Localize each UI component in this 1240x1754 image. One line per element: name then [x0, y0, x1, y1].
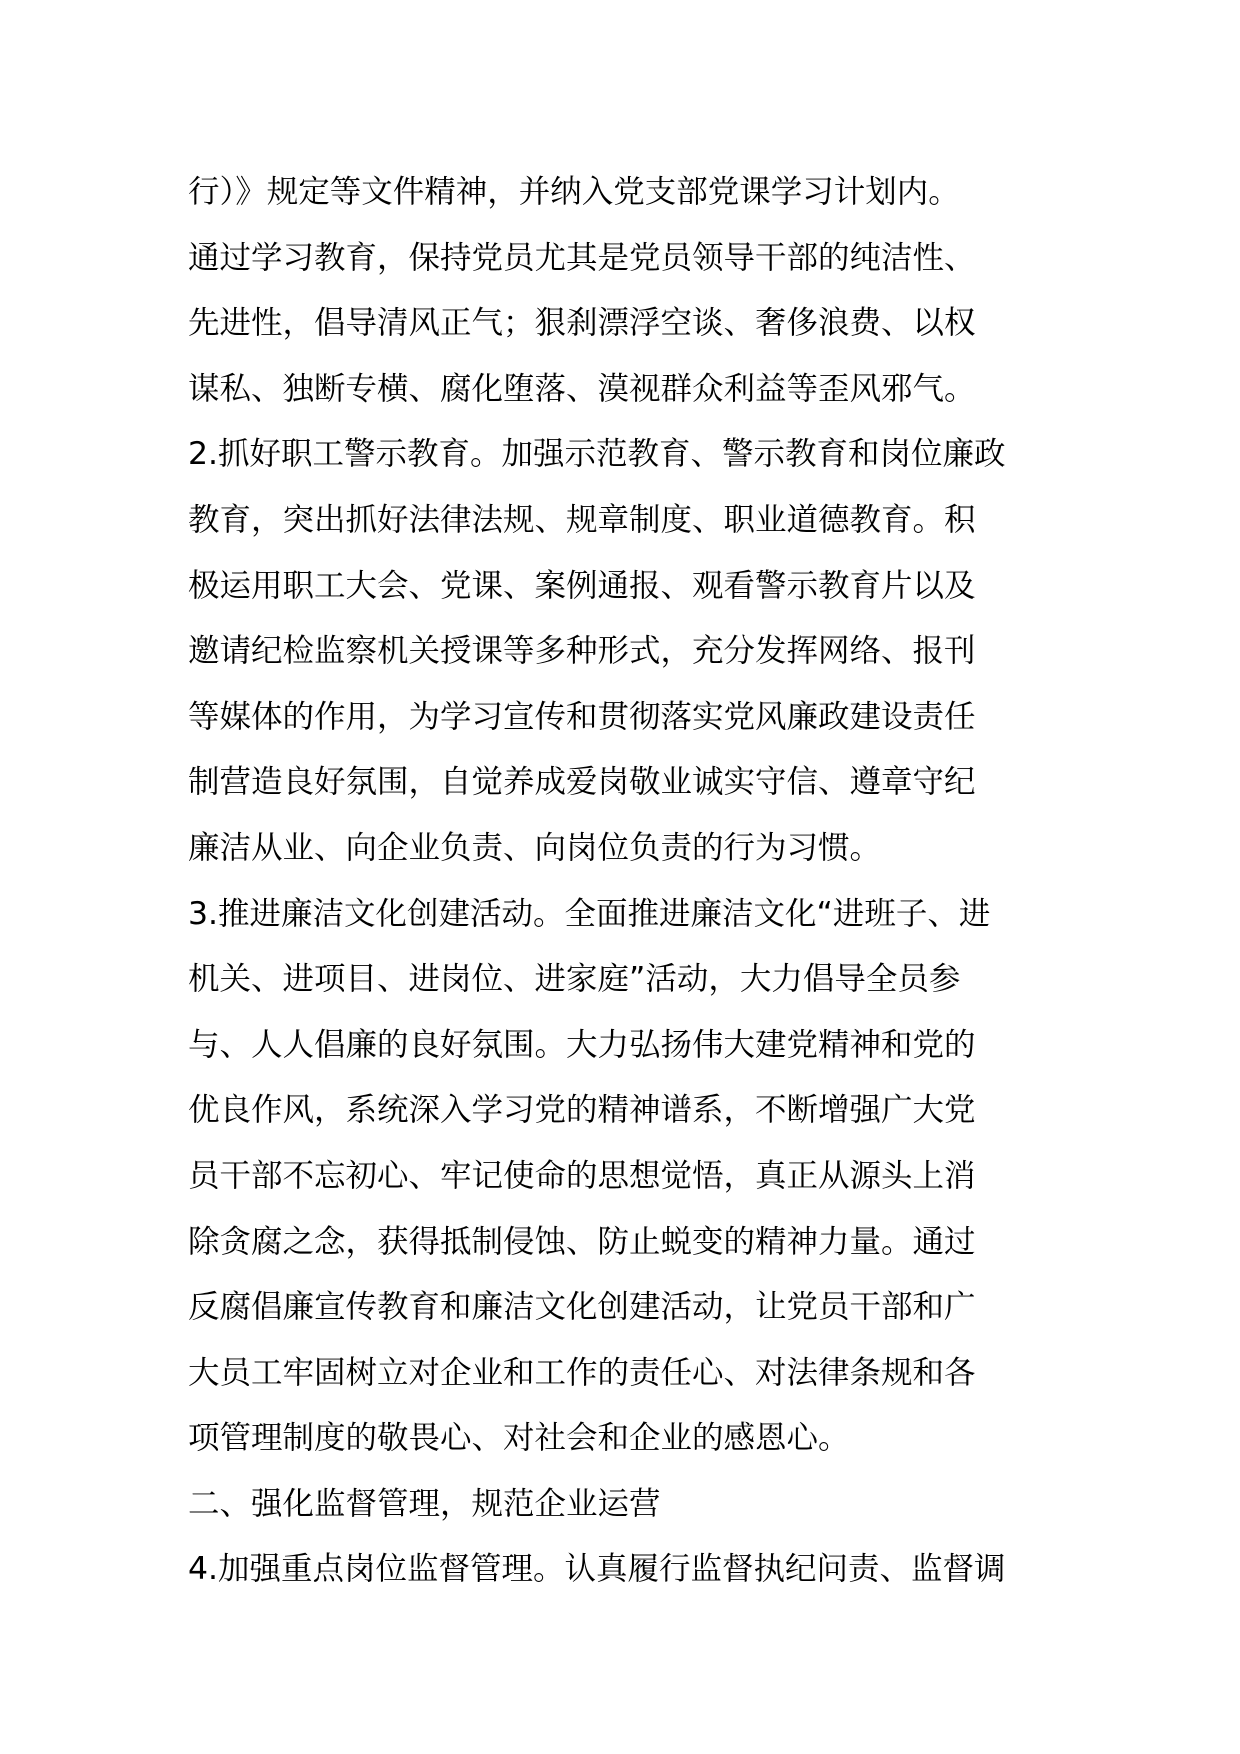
- text-line: 邀请纪检监察机关授课等多种形式，充分发挥网络、报刊: [188, 633, 976, 670]
- text-line: 项管理制度的敬畏心、对社会和企业的感恩心。: [188, 1420, 850, 1457]
- text-line: 优良作风，系统深入学习党的精神谱系，不断增强广大党: [188, 1092, 976, 1129]
- text-line: 与、人人倡廉的良好氛围。大力弘扬伟大建党精神和党的: [188, 1026, 976, 1063]
- text-line: 制营造良好氛围，自觉养成爱岗敬业诚实守信、遵章守纪: [188, 764, 976, 801]
- text-line: 等媒体的作用，为学习宣传和贯彻落实党风廉政建设责任: [188, 698, 976, 735]
- text-line: 大员工牢固树立对企业和工作的责任心、对法律条规和各: [188, 1354, 976, 1391]
- text-line: 反腐倡廉宣传教育和廉洁文化创建活动，让党员干部和广: [188, 1289, 976, 1326]
- text-line: 除贪腐之念，获得抵制侵蚀、防止蜕变的精神力量。通过: [188, 1223, 976, 1260]
- section-heading: 二、强化监督管理，规范企业运营: [188, 1485, 661, 1522]
- text-line: 行）》规定等文件精神，并纳入党支部党课学习计划内。: [188, 174, 960, 210]
- text-line: 3.推进廉洁文化创建活动。全面推进廉洁文化“进班子、进: [188, 895, 991, 932]
- text-line: 廉洁从业、向企业负责、向岗位负责的行为习惯。: [188, 829, 882, 866]
- document-body: [188, 160, 1058, 1603]
- text-line: 机关、进项目、进岗位、进家庭”活动，大力倡导全员参: [188, 961, 961, 998]
- text-line: 4.加强重点岗位监督管理。认真履行监督执纪问责、监督调: [188, 1551, 1006, 1588]
- text-line: 教育，突出抓好法律法规、规章制度、职业道德教育。积: [188, 501, 976, 538]
- text-line: 先进性，倡导清风正气；狠刹漂浮空谈、奢侈浪费、以权: [188, 305, 976, 342]
- text-line: 谋私、独断专横、腐化堕落、漠视群众利益等歪风邪气。: [188, 370, 976, 407]
- text-line: 通过学习教育，保持党员尤其是党员领导干部的纯洁性、: [188, 239, 976, 276]
- text-line: 2.抓好职工警示教育。加强示范教育、警示教育和岗位廉政: [188, 436, 1006, 473]
- text-line: 极运用职工大会、党课、案例通报、观看警示教育片以及: [188, 567, 976, 604]
- text-line: 员干部不忘初心、牢记使命的思想觉悟，真正从源头上消: [188, 1157, 976, 1194]
